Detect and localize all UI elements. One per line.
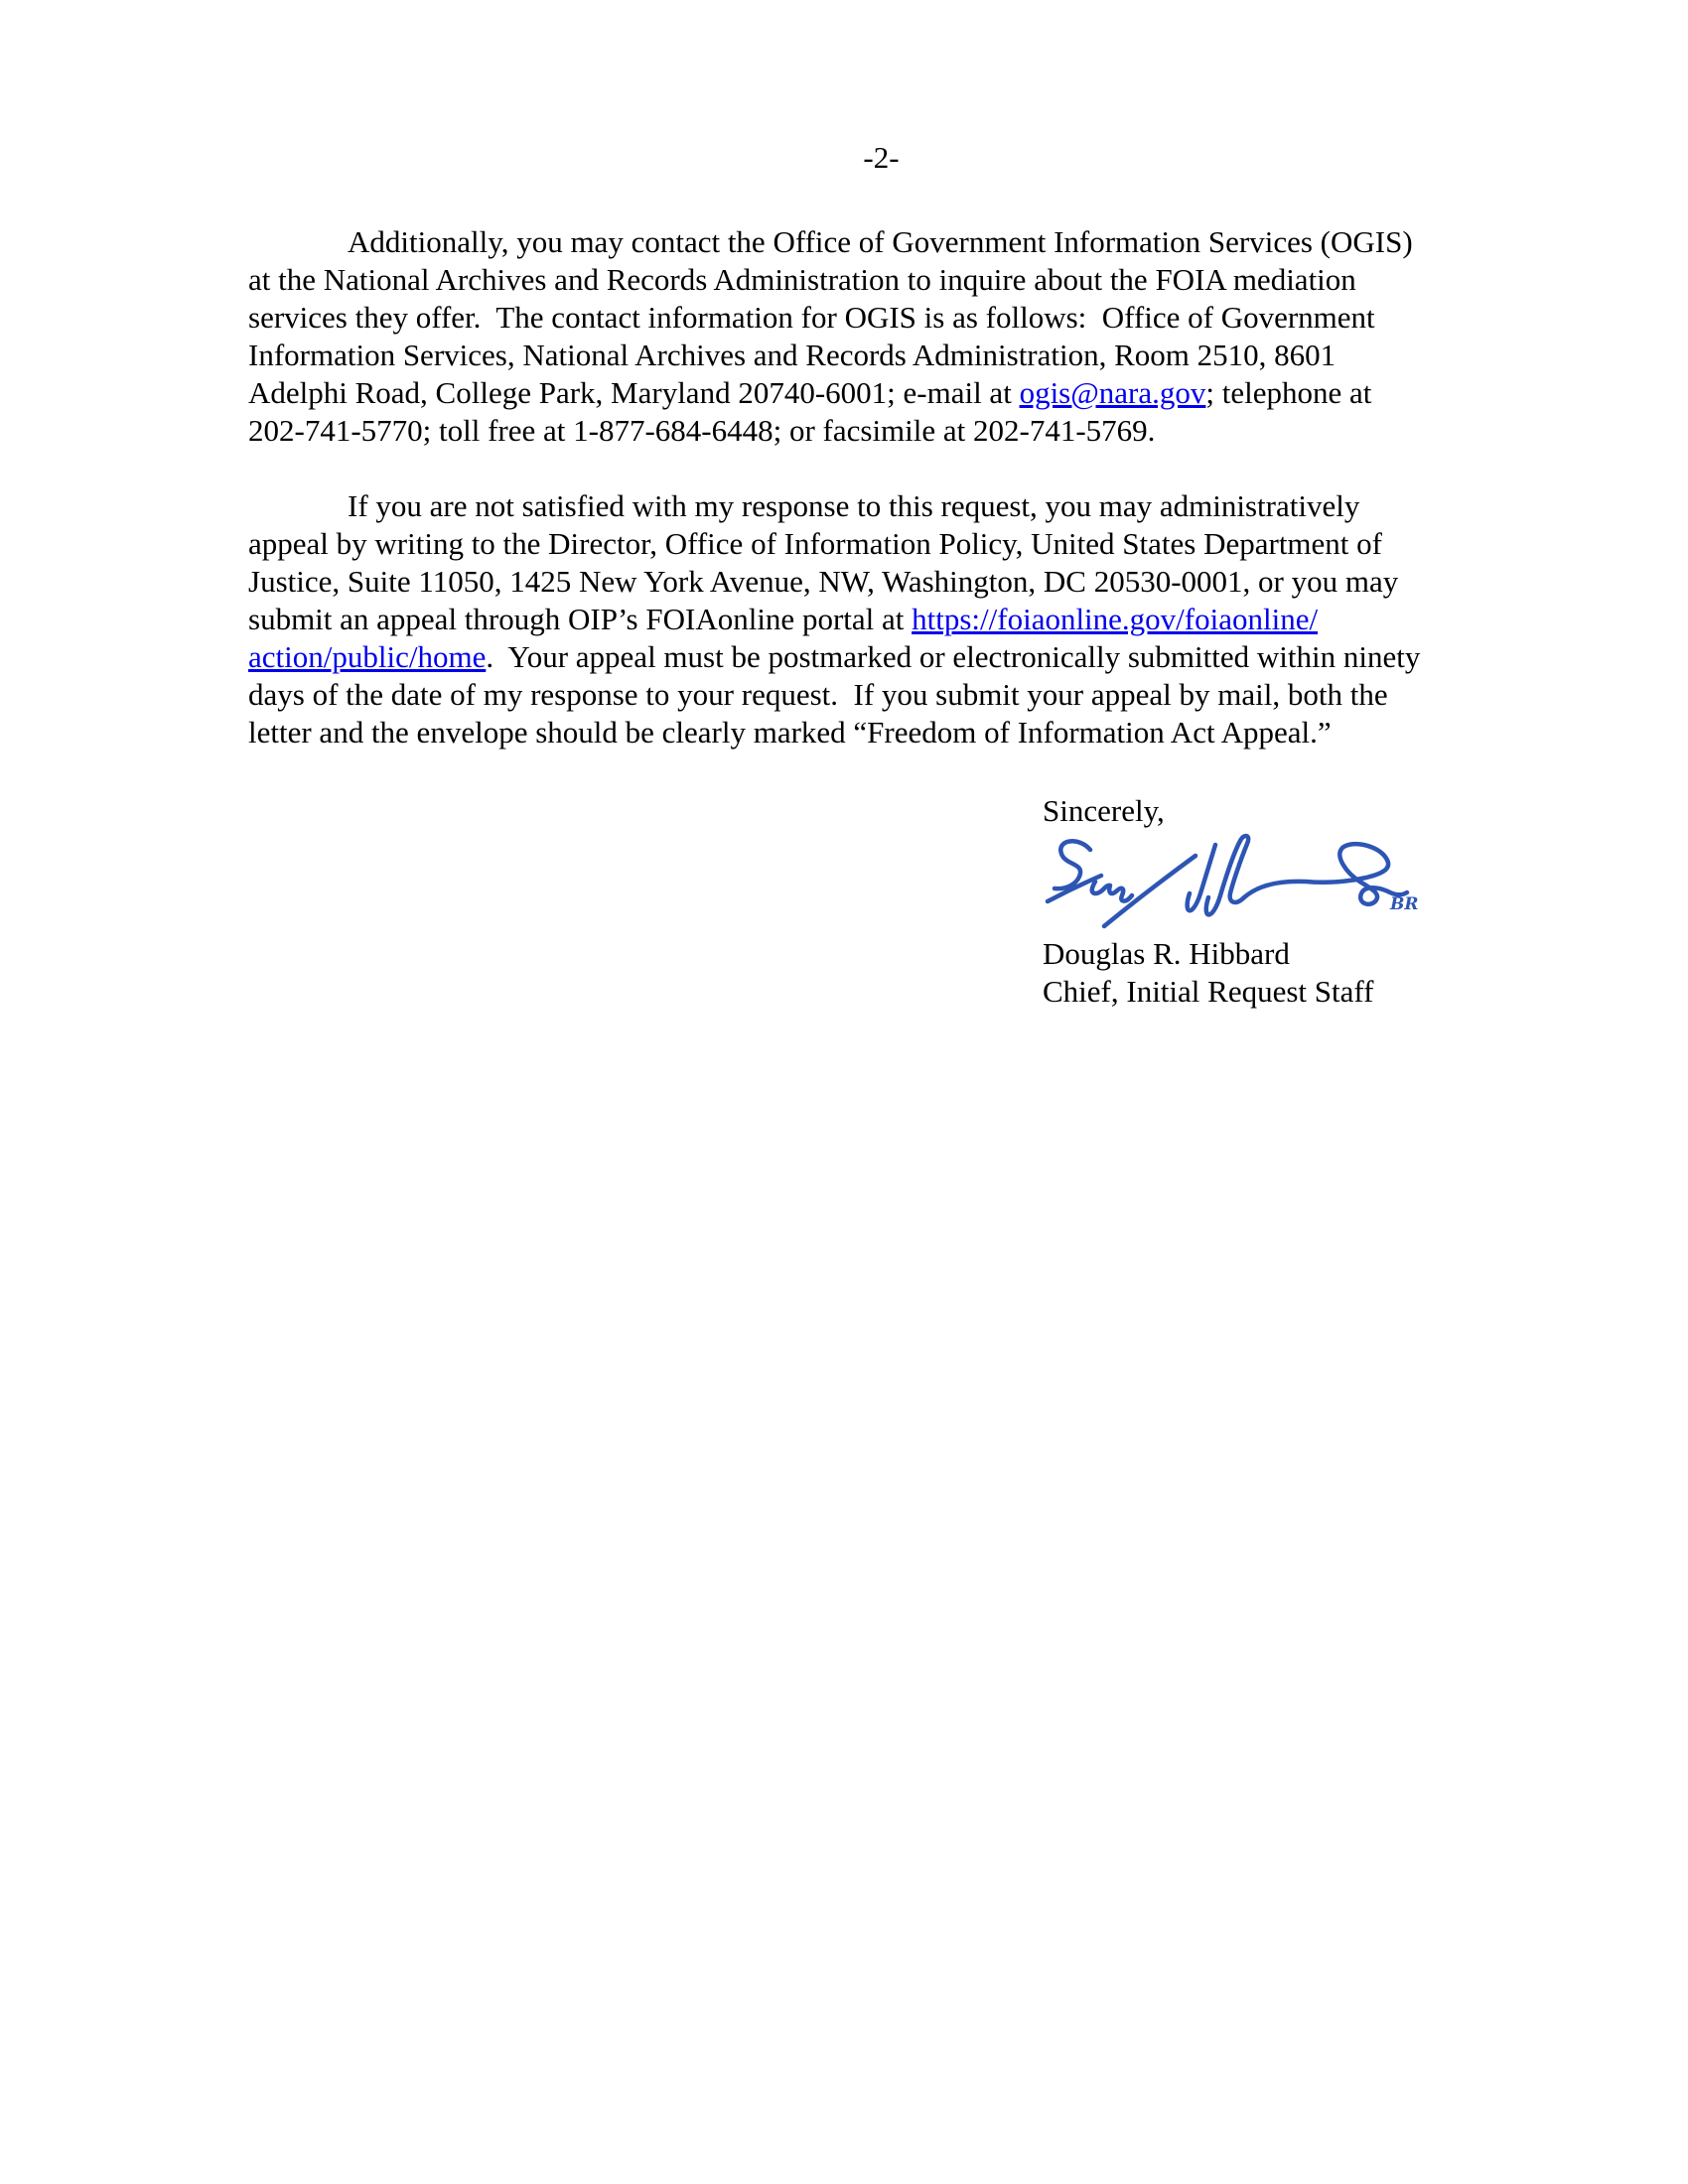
signer-name: Douglas R. Hibbard — [1043, 936, 1290, 971]
text-line — [248, 223, 1514, 261]
paragraph — [248, 223, 1514, 450]
text-segment: submit an appeal through OIP’s FOIAonline portal at — [248, 602, 913, 636]
text-segment: services they offer. The contact information for OGIS is as follows: Office of Government — [248, 300, 1375, 335]
signer-title: Chief, Initial Request Staff — [1043, 974, 1374, 1009]
signature-strokes — [1048, 836, 1407, 926]
text-line — [248, 299, 1514, 337]
text-line — [248, 374, 1514, 412]
text-line — [248, 525, 1514, 563]
text-line — [248, 487, 1514, 525]
signature-initials: BR — [1390, 894, 1419, 914]
text-line — [248, 638, 1514, 676]
text-line — [248, 601, 1514, 638]
text-segment: appeal by writing to the Director, Office of Information Policy, United States Department of — [248, 526, 1382, 561]
text-segment: If you are not satisfied with my response to this request, you may administratively — [348, 488, 1360, 523]
text-line — [248, 261, 1514, 299]
foiaonline-portal-link-continued[interactable]: action/public/home — [248, 639, 487, 674]
letter-content — [248, 139, 1514, 1011]
text-segment: Information Services, National Archives and Records Administration, Room 2510, 8601 — [248, 338, 1336, 372]
text-segment: . Your appeal must be postmarked or electronically submitted within ninety — [486, 639, 1421, 674]
foiaonline-portal-link[interactable]: https://foiaonline.gov/foiaonline/ — [912, 602, 1319, 636]
text-line — [248, 563, 1514, 601]
text-segment: at the National Archives and Records Administration to inquire about the FOIA mediation — [248, 262, 1356, 297]
text-line — [248, 337, 1514, 374]
text-segment: 202-741-5770; toll free at 1-877-684-6448; or facsimile at 202-741-5769. — [248, 413, 1156, 448]
handwritten-signature-image — [1045, 832, 1514, 935]
letter-paragraphs — [248, 223, 1514, 751]
text-line — [248, 676, 1514, 714]
paragraph — [248, 487, 1514, 751]
text-line — [248, 714, 1514, 751]
text-segment: Additionally, you may contact the Office of Government Information Services (OGIS) — [348, 224, 1413, 259]
text-segment: Adelphi Road, College Park, Maryland 20740-6001; e-mail at — [248, 375, 1020, 410]
text-segment: days of the date of my response to your request. If you submit your appeal by mail, both the — [248, 677, 1388, 712]
ogis-email-link[interactable]: ogis@nara.gov — [1019, 375, 1206, 410]
text-segment: letter and the envelope should be clearly marked “Freedom of Information Act Appeal.” — [248, 715, 1332, 750]
page-number: -2- — [863, 140, 900, 175]
text-segment: ; telephone at — [1205, 375, 1372, 410]
salutation: Sincerely, — [1043, 793, 1165, 828]
text-line — [248, 412, 1514, 450]
text-segment: Justice, Suite 11050, 1425 New York Avenue, NW, Washington, DC 20530-0001, or you may — [248, 564, 1399, 599]
signature-block — [1043, 792, 1514, 1011]
